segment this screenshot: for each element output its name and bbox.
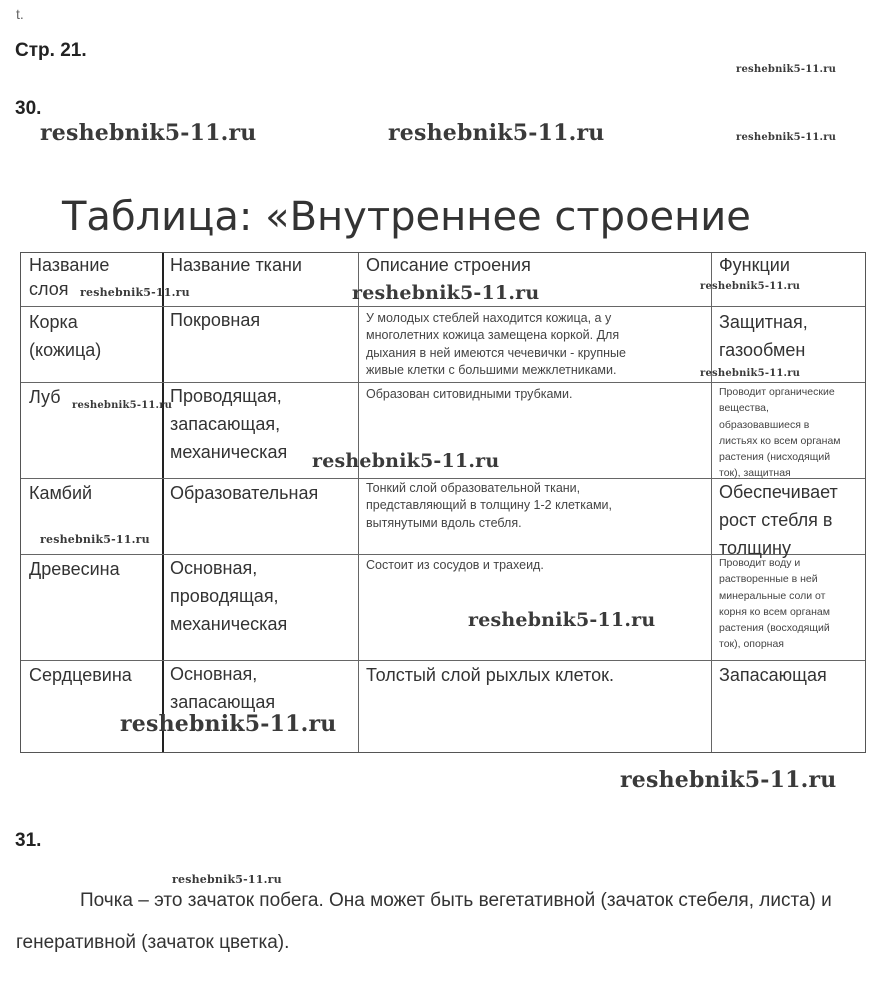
top-mark: t. bbox=[16, 6, 24, 22]
row-4-layer: Древесина bbox=[29, 559, 120, 579]
task-31-number: 31. bbox=[15, 830, 42, 851]
row-1-functions: Защитная, газообмен bbox=[719, 312, 808, 360]
watermark: reshebnik5-11.ru bbox=[172, 873, 282, 886]
row-5-layer: Сердцевина bbox=[29, 665, 132, 685]
row-4-tissue: Основная, проводящая, механическая bbox=[170, 558, 288, 634]
row-5-structure: Толстый слой рыхлых клеток. bbox=[366, 665, 615, 685]
row-2-structure: Образован ситовидными трубками. bbox=[366, 387, 573, 401]
watermark: reshebnik5-11.ru bbox=[700, 368, 801, 379]
watermark: reshebnik5-11.ru bbox=[700, 281, 801, 292]
watermark: reshebnik5-11.ru bbox=[736, 132, 837, 143]
answer-31-text: Почка – это зачаток побега. Она может быть вегетативной (зачаток стебеля, листа) и генеративной (зачаток цветка). bbox=[16, 890, 832, 954]
row-1-layer: Корка (кожица) bbox=[29, 312, 102, 360]
header-structure: Описание строения bbox=[366, 255, 531, 275]
row-3-tissue: Образовательная bbox=[170, 483, 319, 503]
header-tissue: Название ткани bbox=[170, 255, 302, 275]
row-4-structure: Состоит из сосудов и трахеид. bbox=[366, 558, 544, 572]
watermark: reshebnik5-11.ru bbox=[312, 450, 500, 472]
watermark: reshebnik5-11.ru bbox=[468, 609, 656, 631]
row-3-structure: Тонкий слой образовательной ткани, представляющий в толщину 1-2 клетками, вытянутыми вдоль стебля. bbox=[366, 481, 613, 530]
watermark: reshebnik5-11.ru bbox=[72, 400, 173, 411]
watermark: reshebnik5-11.ru bbox=[120, 711, 337, 737]
row-5-tissue: Основная, запасающая bbox=[170, 664, 276, 712]
row-5-functions: Запасающая bbox=[719, 665, 827, 685]
row-4-functions: Проводит воду и растворенные в ней минеральные соли от корня ко всем органам растения (восходящий ток), опорная bbox=[719, 557, 830, 651]
watermark: reshebnik5-11.ru bbox=[80, 286, 190, 299]
structure-table bbox=[20, 252, 866, 753]
row-3-layer: Камбий bbox=[29, 483, 93, 503]
row-2-layer: Луб bbox=[29, 387, 61, 407]
watermark: reshebnik5-11.ru bbox=[352, 282, 540, 304]
row-1-tissue: Покровная bbox=[170, 310, 261, 330]
row-1-structure: У молодых стеблей находится кожица, а у многолетних кожица замещена коркой. Для дыхания в ней имеются чечевички - крупные живые клетки с большими межклетниками. bbox=[366, 311, 626, 377]
header-functions: Функции bbox=[719, 255, 790, 275]
watermark: reshebnik5-11.ru bbox=[40, 533, 150, 546]
watermark: reshebnik5-11.ru bbox=[736, 64, 837, 75]
row-2-tissue: Проводящая, запасающая, механическая bbox=[170, 386, 288, 462]
task-30-number: 30. bbox=[15, 98, 42, 119]
table-title: Таблица: «Внутреннее строение bbox=[62, 194, 751, 240]
watermark: reshebnik5-11.ru bbox=[40, 120, 257, 146]
page-reference: Стр. 21. bbox=[15, 40, 87, 61]
header-layer: Название слоя bbox=[29, 255, 110, 299]
watermark: reshebnik5-11.ru bbox=[388, 120, 605, 146]
row-2-functions: Проводит органические вещества, образовавшиеся в листьях ко всем органам растения (нисходящий ток), защитная bbox=[719, 386, 841, 480]
watermark: reshebnik5-11.ru bbox=[620, 767, 837, 793]
row-3-functions: Обеспечивает рост стебля в толщину bbox=[719, 482, 838, 558]
